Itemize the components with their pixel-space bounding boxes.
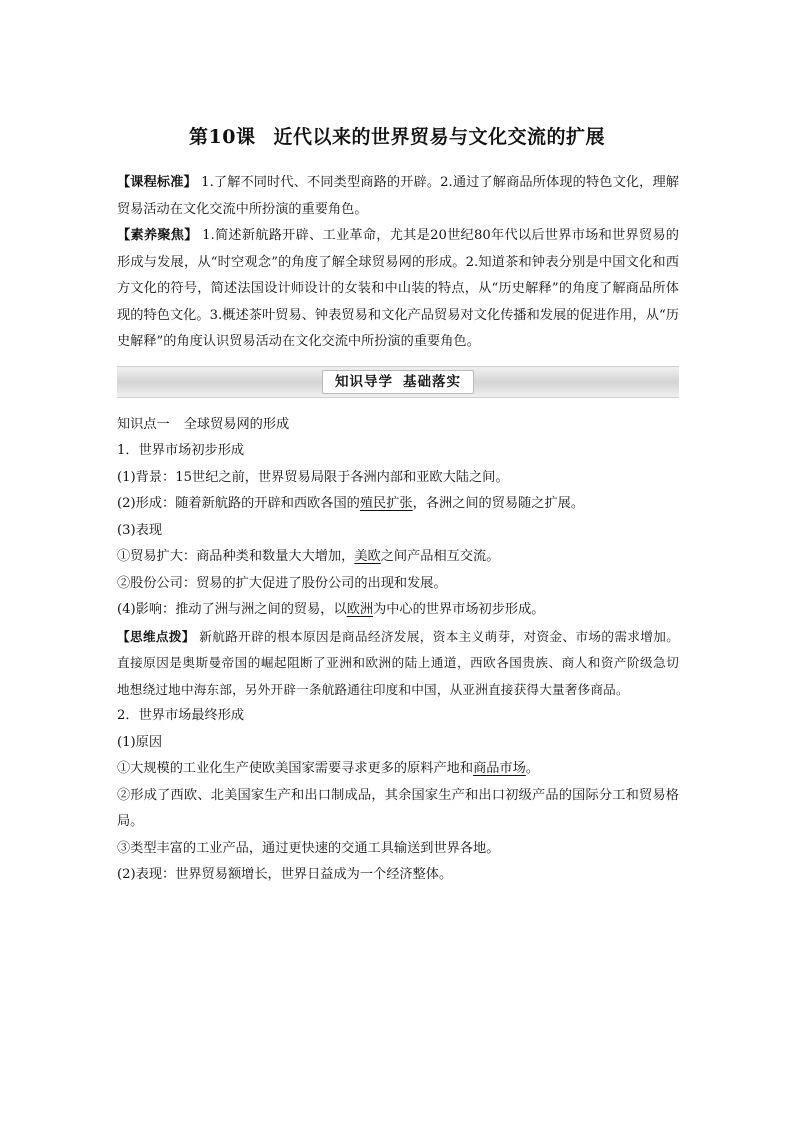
impact-text-end: 为中心的世界市场初步形成。 [373,602,545,617]
section-banner [117,366,679,398]
section1-impact [117,597,679,624]
banner-right-text: 基础落实 [403,373,461,390]
section2-reasons: (1)原因 [117,734,163,750]
section1-trade [117,544,679,571]
trade-text: ①贸易扩大：商品种类和数量大大增加， [117,549,355,564]
knowledge-point-label: 知识点一 [117,416,170,432]
document-body [117,170,679,889]
formation-underlined: 殖民扩张 [359,496,413,511]
lesson-number: 第10课 [189,126,256,148]
section1-heading: 1．世界市场初步形成 [117,443,245,458]
section-banner-label [322,370,474,394]
section2-performance: (2)表现：世界贸易额增长，世界日益成为一个经济整体。 [117,867,453,882]
section1-formation [117,491,679,518]
formation-text-end: ，各洲之间的贸易随之扩展。 [412,496,585,511]
reason1-underlined: 商品市场 [473,761,526,776]
knowledge-point-title: 全球贸易网的形成 [183,416,290,432]
banner-left-text: 知识导学 [335,373,393,390]
literacy-focus-tag: 【素养聚焦】 [117,228,198,243]
knowledge-point-heading [117,412,679,439]
thinking-tip-tag: 【思维点拨】 [117,628,195,644]
thinking-tip-text: 新航路开辟的根本原因是商品经济发展，资本主义萌芽，对资金、市场的需求增加。直接原因是奥斯曼帝国的崛起阻断了亚洲和欧洲的陆上通道，西欧各国贵族、商人和资产阶级急切地想绕过地中海东部，另外开辟一条航路通往印度和中国，从亚洲直接获得大量奢侈商品。 [117,628,680,697]
trade-text-end: 之间产品相互交流。 [380,549,500,564]
literacy-focus-text: 1.简述新航路开辟、工业革命，尤其是20世纪80年代以后世界市场和世界贸易的形成与发展，从“时空观念”的角度了解全球贸易网的形成。2.知道茶和钟表分别是中国文化和西方文化的符号，简述法国设计师设计的女装和中山装的特点，从“历史解释”的角度了解商品所体现的特色文化。3.概述茶叶贸易、钟表贸易和文化产品贸易对文化传播和发展的促进作用，从“历史解释”的角度认识贸易活动在文化交流中所扮演的重要角色。 [117,228,679,349]
section1-background: (1)背景：15世纪之前，世界贸易局限于各洲内部和亚欧大陆之间。 [117,469,509,485]
trade-underlined: 美欧 [354,549,381,564]
section1-joint-stock: ②股份公司：贸易的扩大促进了股份公司的出现和发展。 [117,575,447,591]
curriculum-standard [117,170,679,223]
curriculum-standard-tag: 【课程标准】 [117,175,197,190]
section1-performance: (3)表现 [117,522,163,538]
section2-heading: 2．世界市场最终形成 [117,708,245,723]
impact-text: (4)影响：推动了洲与洲之间的贸易，以 [117,602,347,617]
formation-text: (2)形成：随着新航路的开辟和西欧各国的 [117,496,360,511]
curriculum-standard-text: 1.了解不同时代、不同类型商路的开辟。2.通过了解商品所体现的特色文化，理解贸易活动在文化交流中所扮演的重要角色。 [117,175,679,217]
reason1-text: ①大规模的工业化生产使欧美国家需要寻求更多的原料产地和 [117,761,474,776]
impact-underlined: 欧洲 [346,602,374,617]
lesson-title [0,122,794,149]
section2-reason-1 [117,756,679,783]
section2-reason-3: ③类型丰富的工业产品，通过更快速的交通工具输送到世界各地。 [117,840,500,856]
reason1-text-end: 。 [525,761,539,776]
section2-reason-2: ②形成了西欧、北美国家生产和出口制成品，其余国家生产和出口初级产品的国际分工和贸易格局。 [117,787,679,829]
lesson-name: 近代以来的世界贸易与文化交流的扩展 [273,126,605,148]
literacy-focus [117,223,679,356]
thinking-tip [117,624,679,704]
